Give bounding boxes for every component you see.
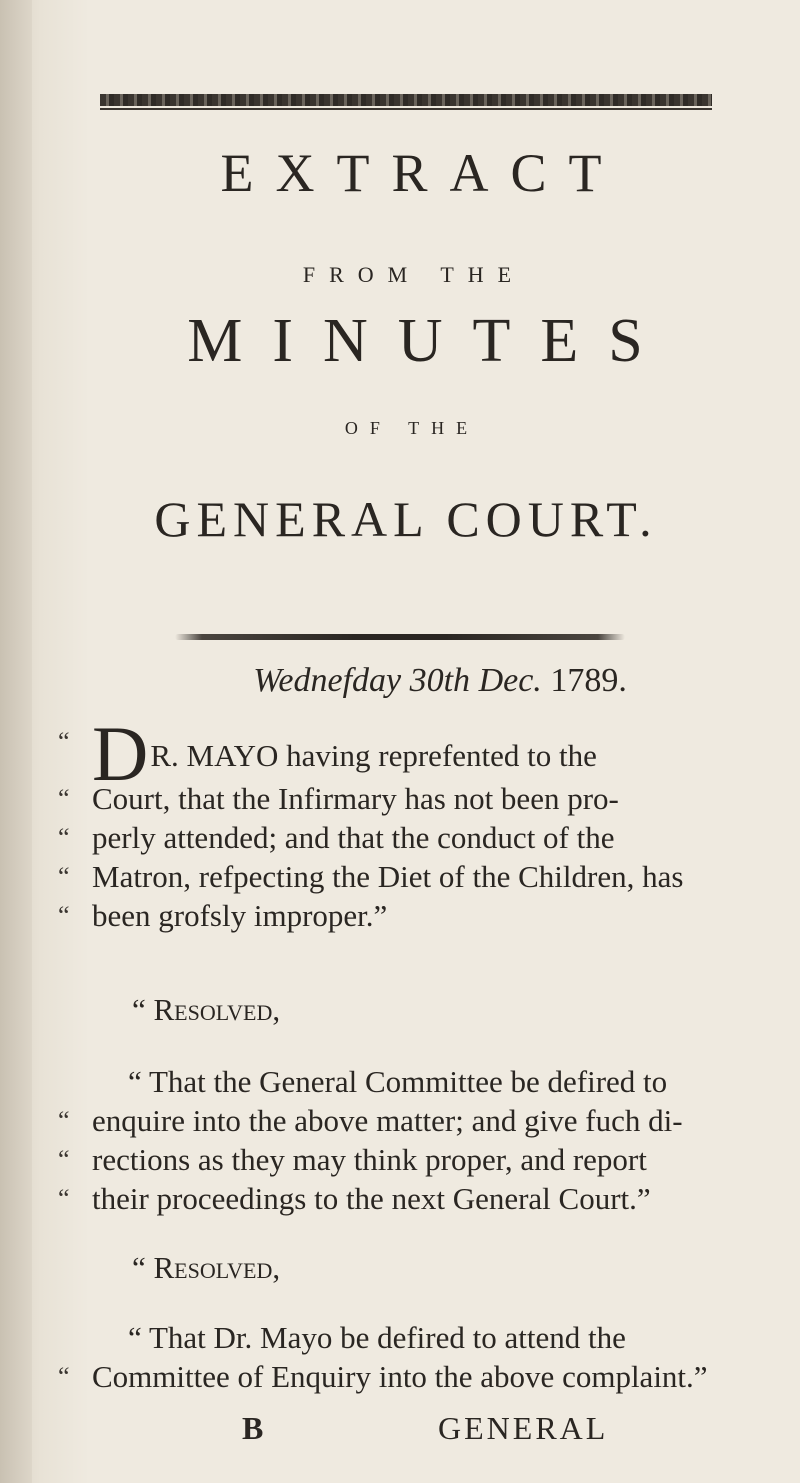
section-divider-rule <box>175 634 625 640</box>
paragraph1-line-5: been grofsly improper.” <box>92 898 388 933</box>
paragraph1-line-1: R. MAYO having reprefented to the <box>150 738 597 773</box>
paragraph3-line-2: Committee of Enquiry into the above complaint.” <box>92 1359 708 1394</box>
paragraph2-line-1: “ That the General Committee be defired to <box>128 1064 668 1099</box>
minute-paragraph-2 <box>58 1062 778 1218</box>
minute-paragraph-1 <box>58 710 778 935</box>
dateline <box>40 662 800 700</box>
paragraph2-line-2: enquire into the above matter; and give fuch di- <box>92 1103 683 1138</box>
paragraph3-line-1: “ That Dr. Mayo be defired to attend the <box>128 1320 626 1355</box>
quote-mark: “ <box>58 901 70 930</box>
dateline-day: Wednefday <box>253 662 402 699</box>
quote-mark: “ <box>58 1145 70 1174</box>
quote-mark: “ <box>58 1362 70 1391</box>
quote-mark: “ <box>58 784 70 813</box>
subtitle-of-the: OF THE <box>344 418 480 438</box>
dateline-month: Dec. <box>478 662 542 699</box>
paragraph2-line-3: rections as they may think proper, and report <box>92 1142 647 1177</box>
book-spine-shadow <box>0 0 32 1483</box>
paragraph1-line-3: perly attended; and that the conduct of the <box>92 820 615 855</box>
quote-mark: “ <box>58 1184 70 1213</box>
subtitle-from-the: FROM THE <box>302 262 526 287</box>
title-general-court: GENERAL COURT. <box>154 491 658 547</box>
dateline-year: 1789. <box>550 662 627 699</box>
paragraph1-line-4: Matron, refpecting the Diet of the Children, has <box>92 859 684 894</box>
quote-mark: “ <box>58 862 70 891</box>
quote-mark: “ <box>58 727 70 756</box>
quote-mark: “ <box>58 823 70 852</box>
paragraph1-line-2: Court, that the Infirmary has not been pro- <box>92 781 619 816</box>
resolved-heading-2: “ Resolved, <box>132 1250 281 1285</box>
title-extract: EXTRACT <box>220 143 624 203</box>
title-minutes: MINUTES <box>187 307 673 375</box>
top-ornamental-rule <box>100 94 712 106</box>
catchword: GENERAL <box>438 1410 609 1446</box>
quote-mark: “ <box>58 1106 70 1135</box>
minute-paragraph-3 <box>58 1318 778 1396</box>
signature-mark: B <box>242 1410 264 1446</box>
top-thin-rule <box>100 108 712 110</box>
dateline-date: 30th <box>409 662 471 699</box>
resolved-heading-1: “ Resolved, <box>132 992 281 1027</box>
drop-cap: D <box>92 710 149 797</box>
paragraph2-line-4: their proceedings to the next General Court.” <box>92 1181 651 1216</box>
